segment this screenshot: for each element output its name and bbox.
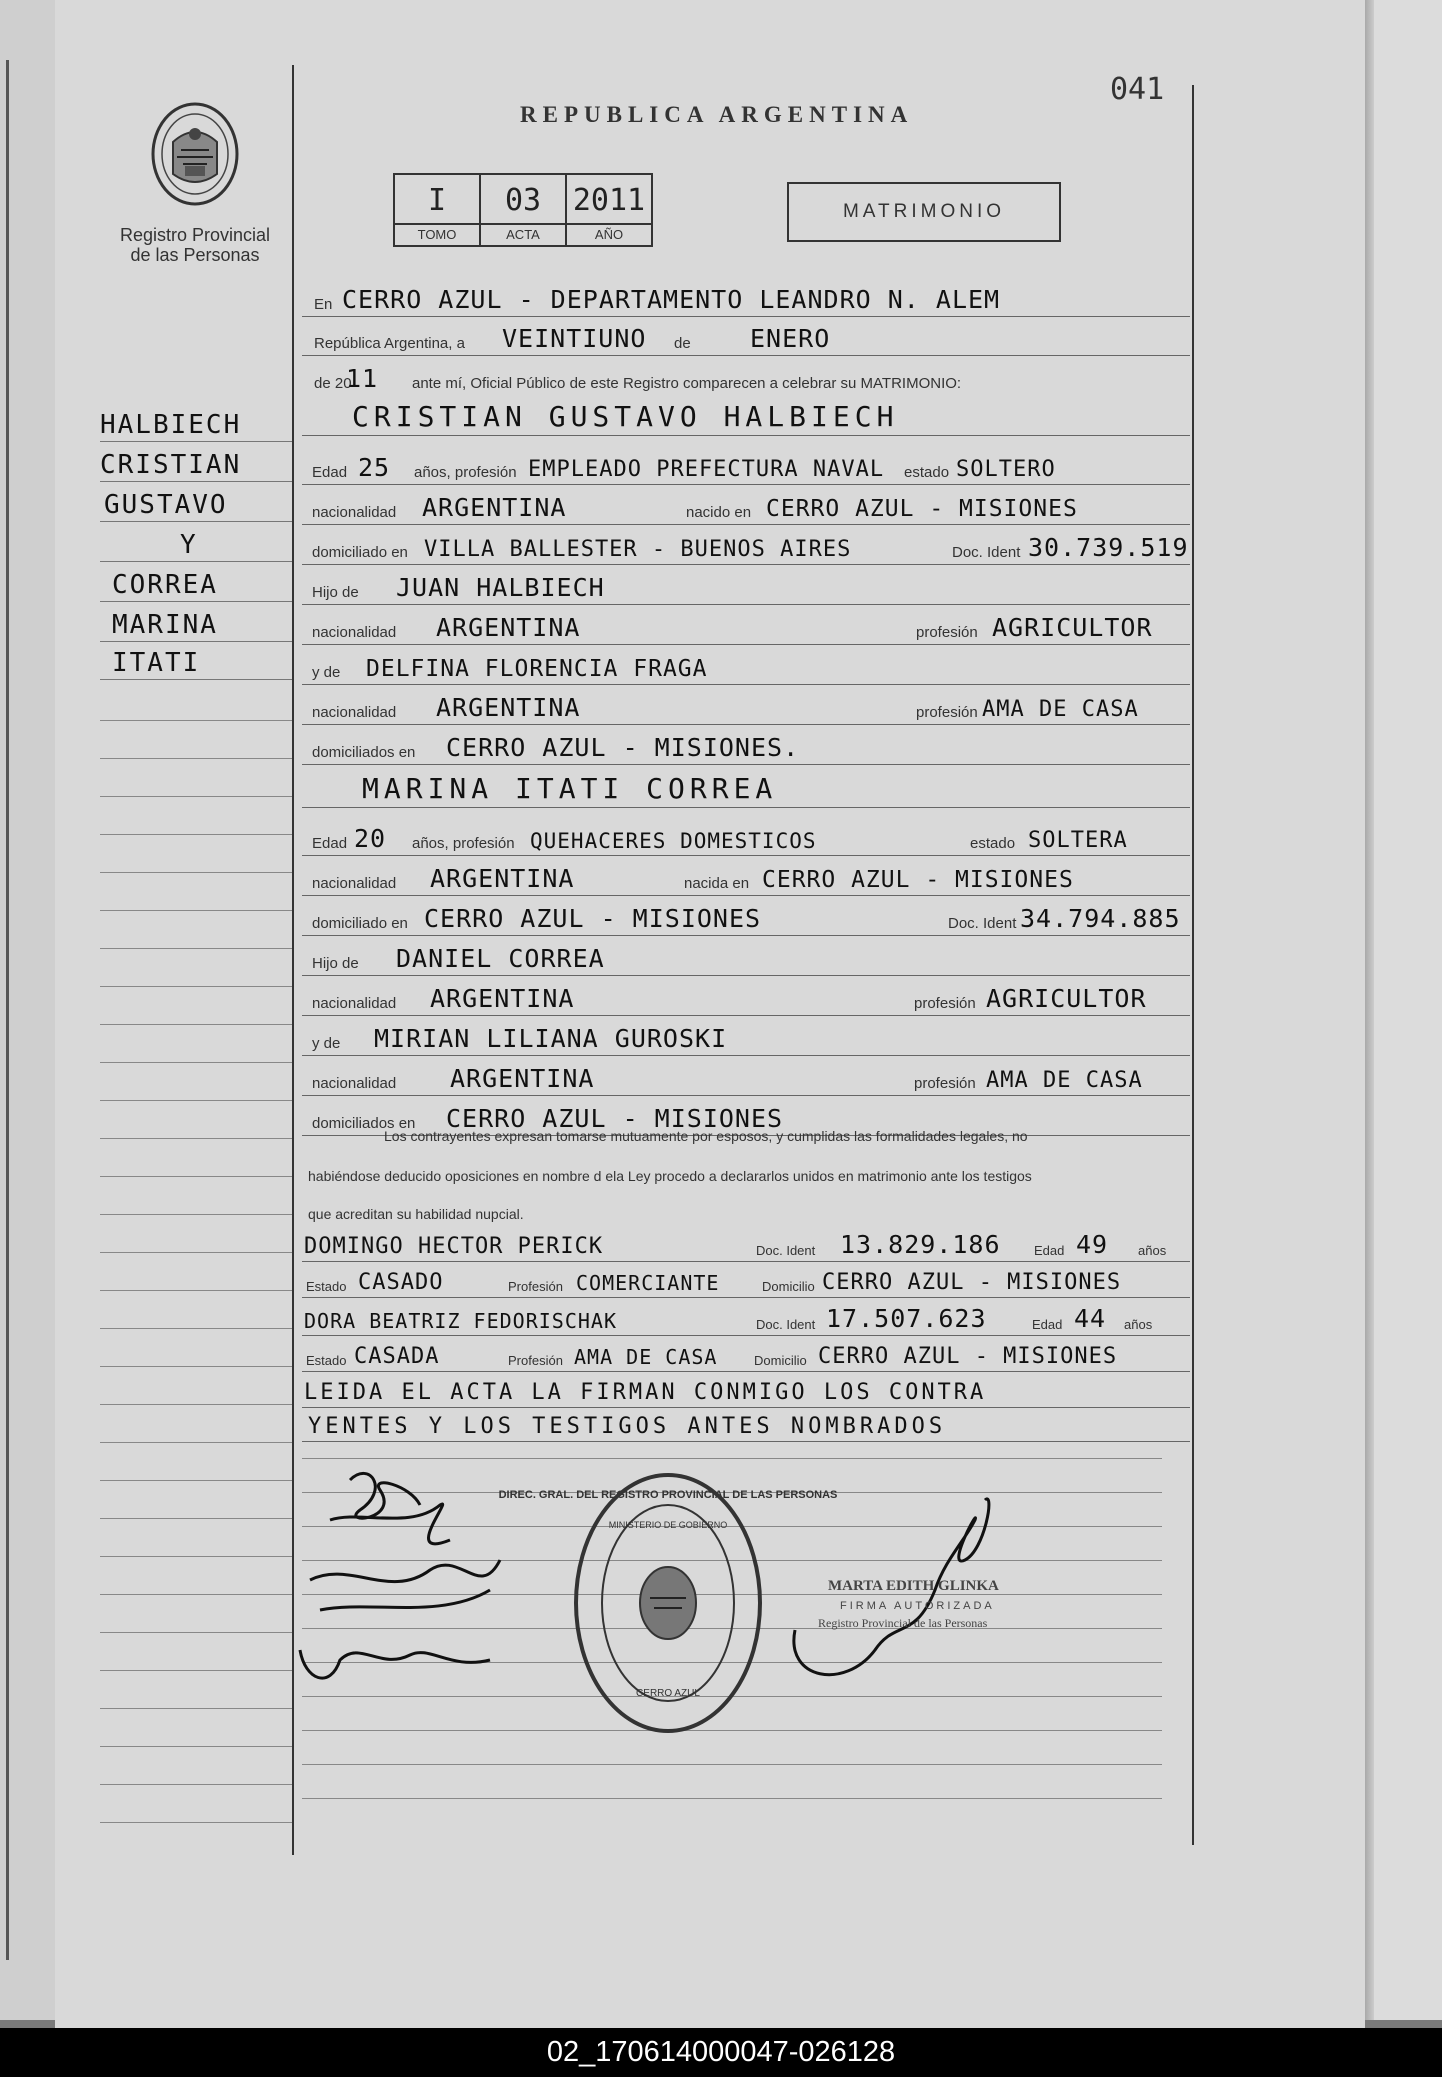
country-title: REPUBLICA ARGENTINA [520,102,914,127]
official-name: MARTA EDITH GLINKA [828,1578,999,1594]
margin-blank-line [100,758,292,759]
official-registry: Registro Provincial de las Personas [818,1616,988,1630]
bride-nationality-line [302,862,1190,902]
profesion-label: profesión [914,995,976,1012]
margin-blank-line [100,1480,292,1481]
groom-profession: EMPLEADO PREFECTURA NAVAL [528,457,885,482]
republica-label: República Argentina, a [314,335,465,352]
margin-blank-line [100,1062,292,1063]
edad-label: Edad [1032,1317,1063,1332]
bride-father-nationality: ARGENTINA [430,984,575,1013]
domicilio-label: Domicilio [762,1279,815,1294]
margin-blank-line [100,1670,292,1671]
margin-blank-line [100,1366,292,1367]
margin-blank-line [100,1556,292,1557]
legal-text-1: Los contrayentes expresan tomarse mutuamente por esposos, y cumplidas las formalidades legales, no [384,1128,1028,1144]
book-edge [6,60,9,1960]
act-type-box: MATRIMONIO [787,182,1061,242]
groom-name-line [302,402,1190,442]
profesion-label: años, profesión [414,464,517,481]
witness2-status: CASADA [354,1344,440,1369]
margin-blank-line [100,948,292,949]
bride-father-line [302,942,1190,982]
groom-domicile: VILLA BALLESTER - BUENOS AIRES [424,537,852,562]
right-border [1192,85,1194,1845]
doc-label: Doc. Ident [948,915,1017,932]
bride-doc: 34.794.885 [1020,904,1181,933]
closing-text-1: LEIDA EL ACTA LA FIRMAN CONMIGO LOS CONTRA [304,1380,987,1405]
groom-father-line [302,571,1190,611]
bride-mother-line [302,1022,1190,1062]
legal-text-3: que acreditan su habilidad nupcial. [308,1206,524,1222]
margin-blank-line [100,910,292,911]
margin-name: MARINA [112,610,218,640]
domiciliados-label: domiciliados en [312,744,416,761]
anos-label: años [1138,1243,1167,1258]
groom-father-nat-line [302,611,1190,651]
groom-birthplace: CERRO AZUL - MISIONES [766,496,1078,522]
margin-blank-line [100,1822,292,1823]
witness2-age: 44 [1074,1304,1107,1333]
margin-name-line [100,570,292,606]
witness2-profession: AMA DE CASA [574,1345,718,1369]
date-line [302,322,1190,362]
estado-label: Estado [306,1279,347,1294]
estado-label: estado [904,464,950,481]
groom-age: 25 [358,453,391,482]
groom-mother-nationality: ARGENTINA [436,693,581,722]
record-box [393,173,653,247]
official-role: FIRMA AUTORIZADA [840,1600,995,1612]
bride-age-line [302,822,1190,862]
witness2-details-line [302,1338,1190,1378]
bride-mother-profession: AMA DE CASA [986,1068,1143,1093]
margin-blank-line [100,1214,292,1215]
margin-blank-line [100,1024,292,1025]
backdrop-right [1352,0,1442,2020]
margin-name: Y [180,530,198,560]
bride-name-line [302,774,1190,814]
margin-name-line [100,530,292,566]
margin-blank-line [100,796,292,797]
margin-name-line [100,450,292,486]
edad-label: Edad [312,835,348,852]
bride-father: DANIEL CORREA [396,944,605,973]
seal-bottom: CERRO AZUL [636,1688,700,1699]
margin-name: CORREA [112,570,218,600]
profesion-label: profesión [916,704,978,721]
profesion-label: Profesión [508,1279,563,1294]
record-ano [567,175,651,245]
margin-name-line [100,410,292,446]
margin-blank-line [100,1442,292,1443]
anos-label: años [1124,1317,1153,1332]
witness1-name: DOMINGO HECTOR PERICK [304,1234,604,1259]
witness1-status: CASADO [358,1270,444,1295]
profesion-label: profesión [916,624,978,641]
groom-status: SOLTERO [956,457,1056,482]
record-ano-label: AÑO [594,227,624,242]
margin-name: ITATI [112,648,201,678]
footer-id: 02_170614000047-026128 [0,2028,1442,2077]
witness2-doc: 17.507.623 [826,1304,987,1333]
groom-mother-profession: AMA DE CASA [982,697,1139,722]
nacida-label: nacida en [684,875,750,892]
nacido-label: nacido en [686,504,752,521]
margin-blank-line [100,1328,292,1329]
seal-inner: MINISTERIO DE GOBIERNO [608,1520,728,1530]
witness2-name: DORA BEATRIZ FEDORISCHAK [304,1309,617,1333]
doc-label: Doc. Ident [756,1243,816,1258]
margin-blank-line [100,1632,292,1633]
groom-mother: DELFINA FLORENCIA FRAGA [366,656,708,682]
witness2-domicile: CERRO AZUL - MISIONES [818,1344,1118,1369]
registry-label [100,225,290,265]
edad-label: Edad [312,464,348,481]
groom-parents-domicile-line [302,731,1190,771]
margin-name: GUSTAVO [104,490,228,520]
witness1-profession: COMERCIANTE [576,1271,720,1295]
province-emblem-icon [145,102,245,210]
year-prefix: de 20 [314,375,352,392]
year-suffix: 11 [346,364,379,393]
bride-birthplace: CERRO AZUL - MISIONES [762,867,1074,893]
groom-parents-domicile: CERRO AZUL - MISIONES. [446,733,800,762]
witness2-line [302,1302,1190,1342]
margin-name: CRISTIAN [100,450,242,480]
margin-name-line [100,610,292,646]
de-label: de [674,335,691,352]
margin-blank-line [100,1138,292,1139]
profesion-label: profesión [914,1075,976,1092]
seal-text: DIREC. GRAL. DEL REGISTRO PROVINCIAL DE LAS PERSONAS [498,1489,838,1501]
bride-mother-nat-line [302,1062,1190,1102]
bride-parents-domicile: CERRO AZUL - MISIONES [446,1104,784,1133]
groom-father-nationality: ARGENTINA [436,613,581,642]
doc-label: Doc. Ident [756,1317,816,1332]
closing-text-2: YENTES Y LOS TESTIGOS ANTES NOMBRADOS [308,1414,947,1439]
margin-name: HALBIECH [100,410,242,440]
margin-blank-line [100,834,292,835]
groom-doc: 30.739.519 [1028,533,1189,562]
place-value: CERRO AZUL - DEPARTAMENTO LEANDRO N. ALEM [342,285,1001,314]
bride-domicile: CERRO AZUL - MISIONES [424,904,762,933]
main-blank-line [302,1764,1162,1765]
nacionalidad-label: nacionalidad [312,1075,397,1092]
doc-label: Doc. Ident [952,544,1021,561]
margin-blank-line [100,720,292,721]
groom-age-line [302,451,1190,491]
hijo-label: Hijo de [312,584,359,601]
record-ano-value: 2011 [567,175,651,225]
registry-label-line2: de las Personas [130,245,260,265]
margin-blank-line [100,1404,292,1405]
margin-blank-line [100,872,292,873]
margin-blank-line [100,1176,292,1177]
hijo-label: Hijo de [312,955,359,972]
yde-label: y de [312,1035,341,1052]
margin-blank-line [100,1746,292,1747]
nacionalidad-label: nacionalidad [312,624,397,641]
margin-blank-line [100,1252,292,1253]
profesion-label: Profesión [508,1353,563,1368]
bride-domicile-line [302,902,1190,942]
margin-blank-line [100,986,292,987]
witness1-line [302,1228,1190,1268]
bride-father-profession: AGRICULTOR [986,984,1147,1013]
record-tomo-label: TOMO [417,227,457,242]
margin-blank-line [100,1100,292,1101]
record-tomo [395,175,481,245]
domicilio-label: Domicilio [754,1353,807,1368]
folio-number: 041 [1110,72,1165,107]
margin-blank-line [100,1708,292,1709]
nacionalidad-label: nacionalidad [312,875,397,892]
margin-name-line [100,648,292,684]
bride-age: 20 [354,824,387,853]
groom-name: CRISTIAN GUSTAVO HALBIECH [352,400,899,433]
place-line [302,283,1190,323]
nacionalidad-label: nacionalidad [312,995,397,1012]
closing-line-2 [302,1408,1190,1448]
yde-label: y de [312,664,341,681]
margin-blank-line [100,1290,292,1291]
groom-mother-line [302,651,1190,691]
domiciliado-label: domiciliado en [312,544,408,561]
groom-nationality-line [302,491,1190,531]
groom-father-profession: AGRICULTOR [992,613,1153,642]
bride-father-nat-line [302,982,1190,1022]
margin-blank-line [100,1784,292,1785]
margin-blank-line [100,1518,292,1519]
nacionalidad-label: nacionalidad [312,504,397,521]
bride-profession: QUEHACERES DOMESTICOS [530,829,817,853]
groom-father: JUAN HALBIECH [396,573,605,602]
record-acta-value: 03 [481,175,565,225]
witness1-domicile: CERRO AZUL - MISIONES [822,1270,1122,1295]
month-value: ENERO [750,324,831,353]
groom-mother-nat-line [302,691,1190,731]
en-label: En [314,296,333,313]
legal-text-2: habiéndose deducido oposiciones en nombre d ela Ley procedo a declararlos unidos en matrimonio ante los testigos [308,1168,1032,1184]
estado-label: estado [970,835,1016,852]
bride-mother: MIRIAN LILIANA GUROSKI [374,1024,728,1053]
domiciliados-label: domiciliados en [312,1115,416,1132]
estado-label: Estado [306,1353,347,1368]
edad-label: Edad [1034,1243,1065,1258]
witness1-age: 49 [1076,1230,1109,1259]
main-blank-line [302,1798,1162,1799]
official-seal-image [498,1468,838,1738]
day-value: VEINTIUNO [502,324,647,353]
groom-domicile-line [302,531,1190,571]
bride-name: MARINA ITATI CORREA [362,772,778,805]
record-acta-label: ACTA [506,227,540,242]
record-tomo-value: I [395,175,479,225]
nacionalidad-label: nacionalidad [312,704,397,721]
groom-nationality: ARGENTINA [422,493,567,522]
domiciliado-label: domiciliado en [312,915,408,932]
bride-nationality: ARGENTINA [430,864,575,893]
witness1-doc: 13.829.186 [840,1230,1001,1259]
record-acta [481,175,567,245]
backdrop-left [0,0,60,2020]
witness1-details-line [302,1264,1190,1304]
intro-text: ante mí, Oficial Público de este Registro comparecen a celebrar su MATRIMONIO: [412,375,962,392]
margin-blank-line [100,1594,292,1595]
profesion-label: años, profesión [412,835,515,852]
registry-label-line1: Registro Provincial [119,225,271,245]
bride-mother-nationality: ARGENTINA [450,1064,595,1093]
bride-status: SOLTERA [1028,828,1128,853]
year-line [302,362,1190,402]
margin-name-line [100,490,292,526]
